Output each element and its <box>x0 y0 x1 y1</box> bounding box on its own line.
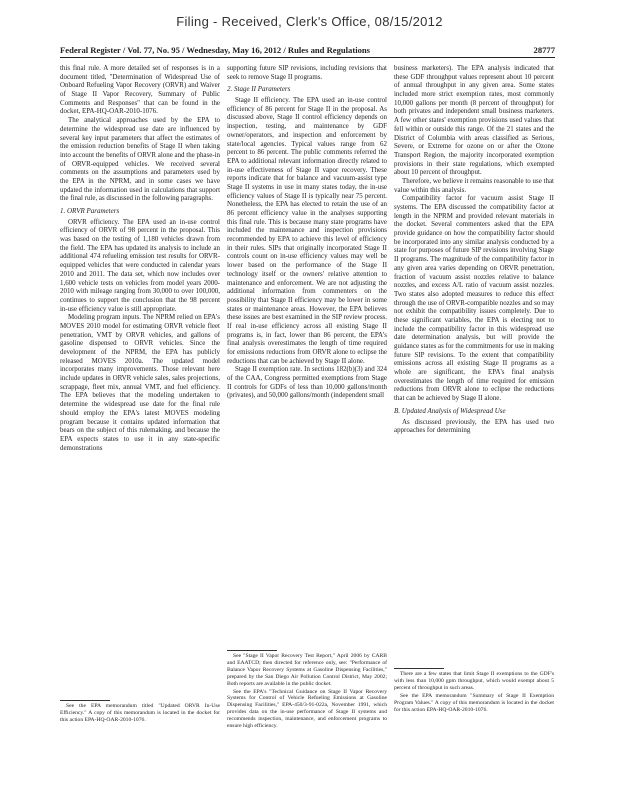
paragraph: The analytical approaches used by the EPA to determine the widespread use date are influenced by several key input parameters that affect the estimates of the emission reduction benefits of Stage II when taking into account the benefits of ORVR alone and the phase-in of ORVR-equipped vehicles. We received several comments on the assumptions and parameters used by the EPA in the NPRM, and in some cases we have updated the information used in calculations that support the final rule, as discussed in the following paragraphs. <box>60 116 220 203</box>
column-3-footnotes <box>394 668 554 714</box>
footnote-rule <box>394 668 444 669</box>
paragraph: business marketers). The EPA analysis indicated that these GDF throughput values represent about 10 percent of annual throughput in any given area. Some states included more strict exemption rates, most commonly 10,000 gallons per month (8 percent of throughput) for both privates and independent small business marketers. A few other states' exemption provisions used values that fell within or outside this range. Of the 21 states and the District of Columbia with areas classified as Serious, Severe, or Extreme for ozone on or after the Ozone Transport Region, the majority incorporated exemption provisions in their state regulations, which exempted about 10 percent of throughput. <box>394 64 554 177</box>
column-2 <box>227 64 387 400</box>
paragraph: Stage II efficiency. The EPA used an in-use control efficiency of 86 percent for Stage II in the proposal. As discussed above, Stage II control efficiency depends on inspection, testing, and maintenance by GDF owner/operators, and inspection and enforcement by state/local agencies. Typical values range from 62 percent to 86 percent. The public comments referred the EPA to additional relevant information directly related to in-use effectiveness of Stage II vapor recovery. These reports indicate that for balance and vacuum-assist type Stage II systems in use in many states today, the in-use efficiency values of Stage II is typically near 75 percent. Nonetheless, the EPA has elected to retain the use of an 86 percent efficiency value in the analyses supporting this final rule. This is because many state programs have included the maintenance and inspection provisions recommended by EPA to achieve this level of efficiency in their rules. SIPs that originally incorporated Stage II controls count on in-use efficiency values may well be lower based on the performance of the Stage II technology itself or the owners' relative attention to maintenance and enforcement. We are not adjusting the additional information from commenters on the possibility that Stage II efficiency may be lower in some states or maintenance areas. However, the EPA believes these issues are best examined in the SIP review process. If real in-use efficiency across all existing Stage II programs is, in fact, lower than 86 percent, the EPA's final analysis overestimates the length of time required for emissions reductions from ORVR alone to eclipse the reductions that can be achieved by Stage II alone. <box>227 96 387 365</box>
filing-stamp: Filing - Received, Clerk's Office, 08/15/2012 <box>176 14 443 29</box>
section-heading: B. Updated Analysis of Widespread Use <box>394 406 506 415</box>
column-3 <box>394 64 554 435</box>
paragraph: As discussed previously, the EPA has used two approaches for determining <box>394 417 554 435</box>
section-heading: 1. ORVR Parameters <box>60 207 120 215</box>
paragraph: Compatibility factor for vacuum assist Stage II systems. The EPA discussed the compatibility factor at length in the NPRM and provided relevant materials in the docket. Several commenters asked that the EPA provide guidance on how the compatibility factor should be incorporated into any similar analysis conducted by a state for purposes of future SIP revisions involving Stage II programs. The magnitude of the compatibility factor in any given area varies depending on ORVR penetration, fraction of vacuum assist nozzles relative to balance nozzles, and excess A/L ratio of vacuum assist nozzles. Two states also adopted measures to reduce this effect through the use of ORVR-compatible nozzles and so may not exhibit the compatibility issues completely. Due to these significant variables, the EPA is electing not to include the compatibility factor in this widespread use date determination analysis, but will provide the guidance states as for the commitments for use in making future SIP revisions. To the extent that compatibility emissions across all existing Stage II programs as a whole are significant, the EPA's final analysis overestimates the length of time required for emission reductions from ORVR alone to eclipse the reductions that can be achieved by Stage II alone. <box>394 194 554 403</box>
header-citation: Federal Register / Vol. 77, No. 95 / Wednesday, May 16, 2012 / Rules and Regulations <box>60 45 371 55</box>
footnote: See the EPA memorandum titled "Updated ORVR In-Use Efficiency." A copy of this memorandum is located in the docket for this action EPA-HQ-OAR-2010-1076. <box>60 703 220 723</box>
footnote: See "Stage II Vapor Recovery Test Report," April 2006 by CARB and EAATCD; then directed for reference only, see: "Performance of Balance Vapor Recovery Systems at Gasoline Dispensing Facilities," prepared by the San Diego Air Pollution Control District, May 2002; Both reports are available in the public docket. <box>227 653 387 687</box>
paragraph: Modeling program inputs. The NPRM relied on EPA's MOVES 2010 model for estimating ORVR vehicle fleet penetration, VMT by ORVR vehicles, and gallons of gasoline dispensed to ORVR vehicles. Since the development of the NPRM, the EPA has publicly released MOVES 2010a. The updated model incorporates many improvements. Those relevant here include updates in ORVR vehicle sales, sales projections, scrappage, fleet mix, annual VMT, and fuel efficiency. The EPA believes that the modeling undertaken to determine the widespread use date for the final rule should employ the EPA's latest MOVES modeling program because it contains updated information that bears on the subject of this rulemaking, and because the EPA expects states to use it in any state-specific demonstrations <box>60 313 220 452</box>
paragraph: Therefore, we believe it remains reasonable to use that value within this analysis. <box>394 176 554 194</box>
paragraph: supporting future SIP revisions, including revisions that seek to remove Stage II programs. <box>227 64 387 81</box>
footnote-rule <box>60 700 110 701</box>
footnote-rule <box>227 650 277 651</box>
footnote: See the EPA memorandum "Summary of Stage II Exemption Program Values." A copy of this memorandum is located in the docket for this action EPA-HQ-OAR-2010-1076. <box>394 692 554 713</box>
paragraph: Stage II exemption rate. In sections 182(b)(3) and 324 of the CAA, Congress permitted exemptions from Stage II controls for GDFs of less than 10,000 gallons/month (privates), and 50,000 gallons/month (independent small <box>227 365 387 400</box>
paragraph: this final rule. A more detailed set of responses is in a document titled, "Determination of Widespread Use of Onboard Refueling Vapor Recovery (ORVR) and Waiver of Stage II Vapor Recovery, Summary of Public Comments and Responses" that can be found in the docket, EPA-HQ-OAR-2010-1076. <box>60 64 220 116</box>
paragraph: ORVR efficiency. The EPA used an in-use control efficiency of ORVR of 98 percent in the proposal. This was based on the testing of 1,180 vehicles drawn from the field. The EPA has updated its analysis to include an additional 474 refueling emission test results for ORVR-equipped vehicles that were conducted in calendar years 2010 and 2011. The data set, which now includes over 1,600 vehicle tests on vehicles from model years 2000-2010 with mileage ranging from 30,000 to over 100,000, continues to support the conclusion that the 98 percent in-use efficiency value is still appropriate. <box>60 217 220 313</box>
page-header <box>60 45 555 58</box>
footnote: See the EPA's "Technical Guidance on Stage II Vapor Recovery Systems for Control of Vehicle Refueling Emissions at Gasoline Dispensing Facilities," EPA-450/3-91-022a, November 1991, which provides data on the in-use performance of Stage II systems and recommends inspection, maintenance, and enforcement programs to ensure high efficiency. <box>227 688 387 730</box>
section-heading: 2. Stage II Parameters <box>227 85 291 94</box>
page-number: 28777 <box>533 45 555 55</box>
column-2-footnotes <box>227 650 387 731</box>
footnote: There are a few states that limit Stage II exemptions to the GDF's with less than 10,000 gpm throughput, which would exempt about 5 percent of throughput in such areas. <box>394 671 554 691</box>
column-1 <box>60 64 220 452</box>
column-1-footnotes <box>60 700 220 725</box>
